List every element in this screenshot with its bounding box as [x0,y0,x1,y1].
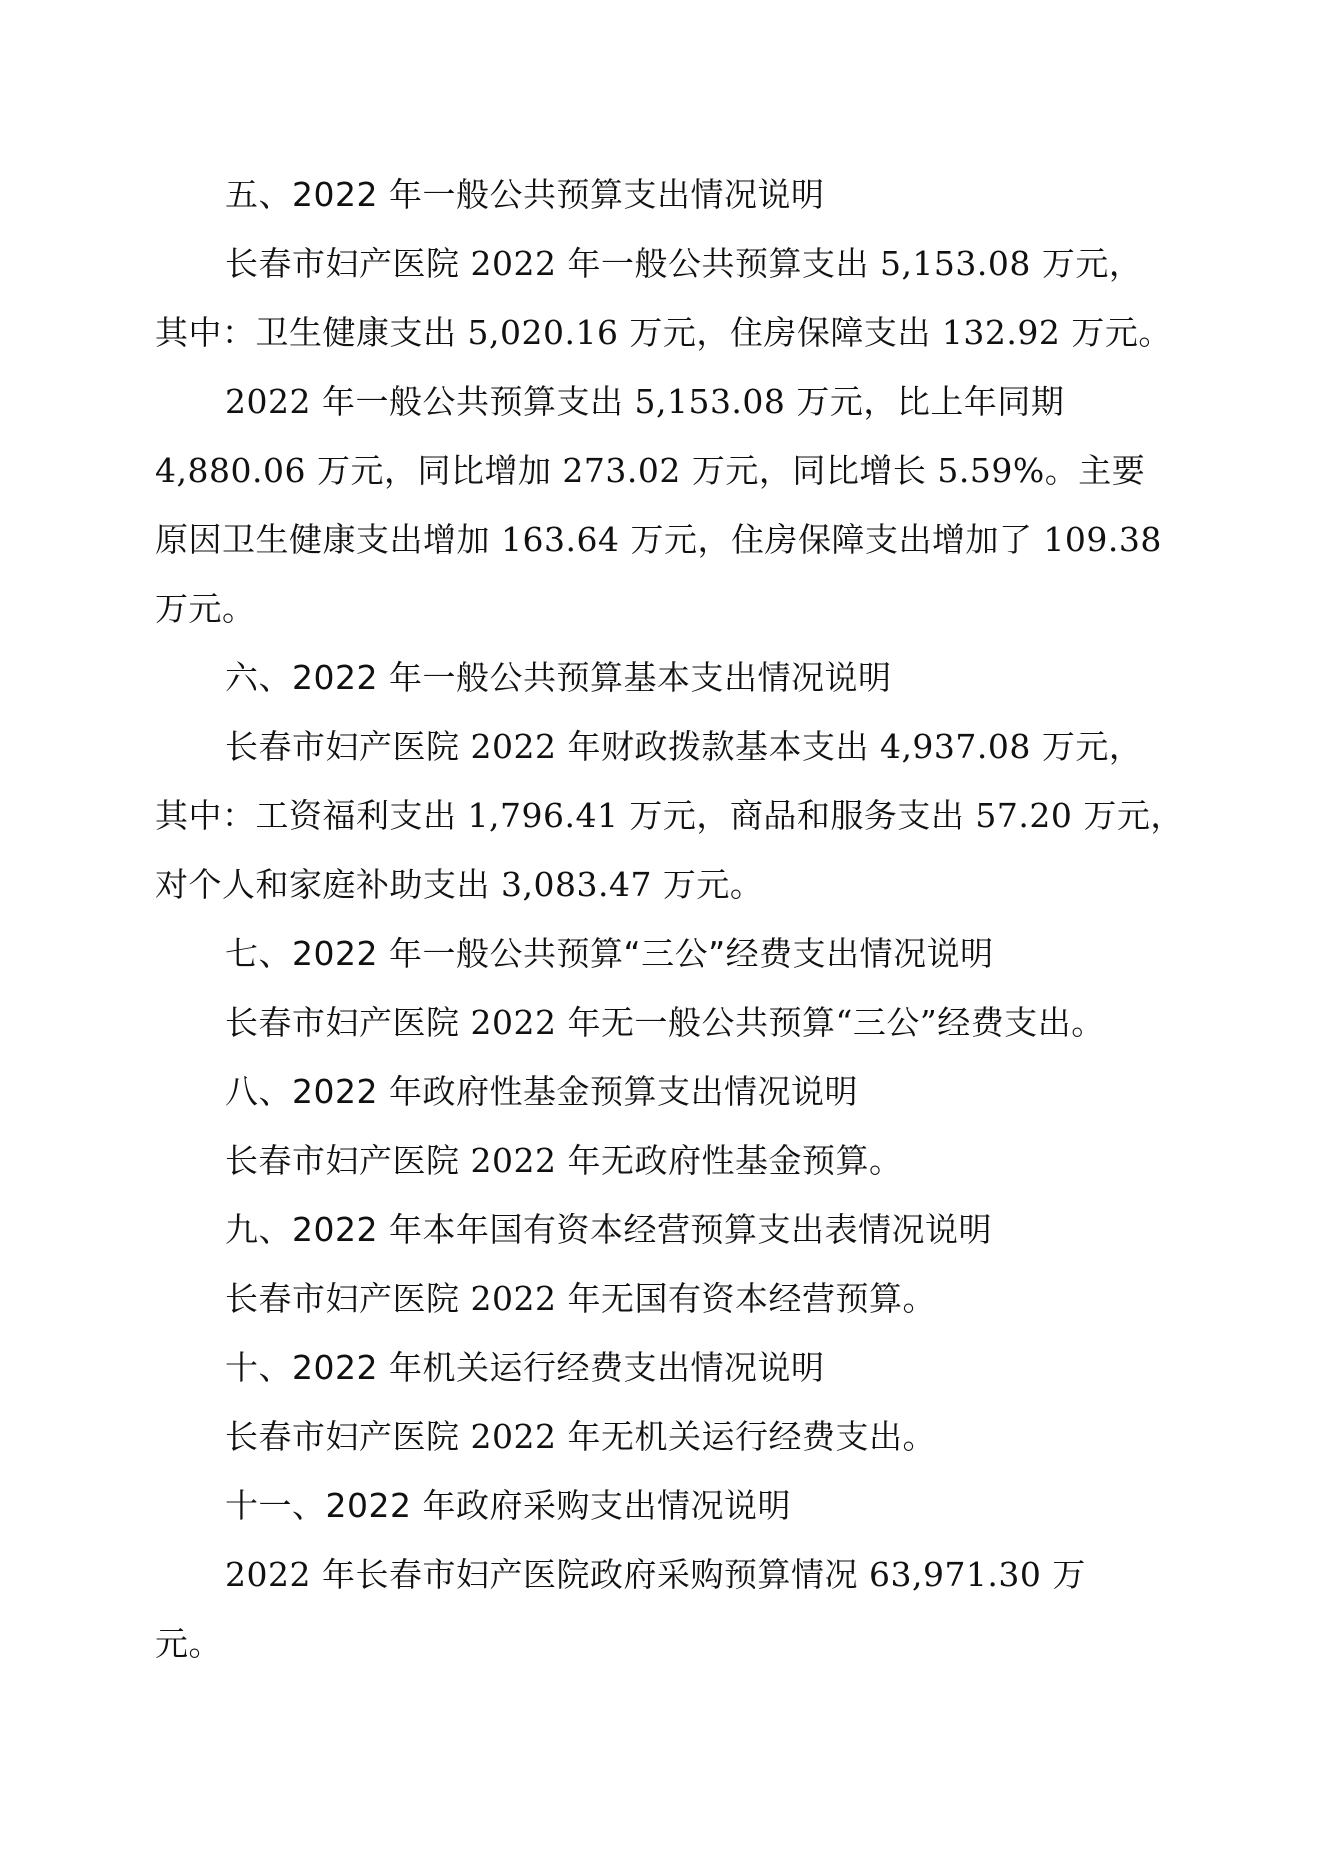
section-heading: 六、2022 年一般公共预算基本支出情况说明 [225,658,892,697]
section-heading: 七、2022 年一般公共预算“三公”经费支出情况说明 [225,934,994,973]
section-heading: 五、2022 年一般公共预算支出情况说明 [225,175,825,214]
paragraph-line: 原因卫生健康支出增加 163.64 万元，住房保障支出增加了 109.38 [155,520,1162,559]
paragraph-line: 对个人和家庭补助支出 3,083.47 万元。 [155,865,764,904]
section-heading: 八、2022 年政府性基金预算支出情况说明 [225,1072,858,1111]
paragraph-line: 2022 年一般公共预算支出 5,153.08 万元，比上年同期 [225,382,1065,421]
paragraph-line: 其中：卫生健康支出 5,020.16 万元，住房保障支出 132.92 万元。 [155,313,1172,352]
paragraph-line: 2022 年长春市妇产医院政府采购预算情况 63,971.30 万 [225,1555,1086,1594]
paragraph-line: 长春市妇产医院 2022 年一般公共预算支出 5,153.08 万元， [225,244,1143,283]
section-heading: 九、2022 年本年国有资本经营预算支出表情况说明 [225,1210,992,1249]
section-heading: 十、2022 年机关运行经费支出情况说明 [225,1348,825,1387]
paragraph-line: 长春市妇产医院 2022 年财政拨款基本支出 4,937.08 万元， [225,727,1143,766]
paragraph-line: 万元。 [155,589,256,628]
paragraph-line: 长春市妇产医院 2022 年无机关运行经费支出。 [225,1417,936,1456]
paragraph-line: 长春市妇产医院 2022 年无一般公共预算“三公”经费支出。 [225,1003,1105,1042]
paragraph-line: 4,880.06 万元，同比增加 273.02 万元，同比增长 5.59%。主要 [155,451,1146,490]
paragraph-line: 其中：工资福利支出 1,796.41 万元，商品和服务支出 57.20 万元， [155,796,1184,835]
paragraph-line: 长春市妇产医院 2022 年无国有资本经营预算。 [225,1279,936,1318]
section-heading: 十一、2022 年政府采购支出情况说明 [225,1486,791,1525]
paragraph-line: 元。 [155,1624,222,1663]
paragraph-line: 长春市妇产医院 2022 年无政府性基金预算。 [225,1141,903,1180]
